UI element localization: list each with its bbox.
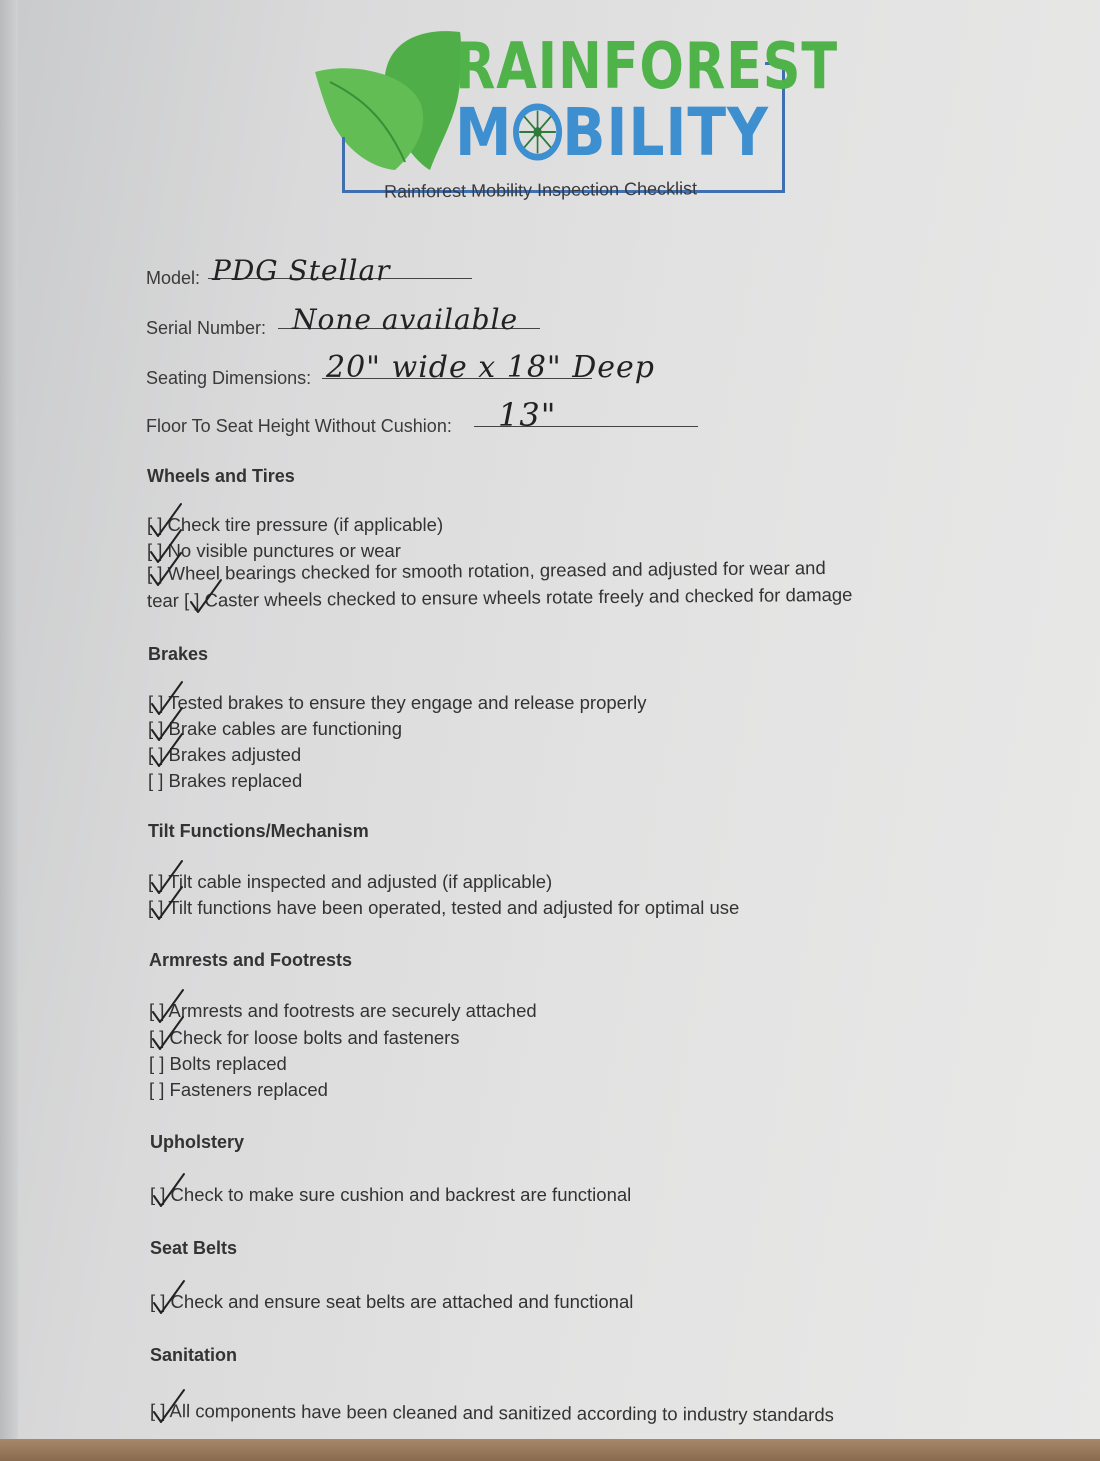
- brakes-item-1[interactable]: [ ] Tested brakes to ensure they engage and release properly: [148, 692, 647, 713]
- brakes-item-3[interactable]: [ ] Brakes adjusted: [148, 744, 302, 765]
- section-seatbelts-heading: Seat Belts: [150, 1238, 238, 1258]
- tilt-item-1[interactable]: [ ] Tilt cable inspected and adjusted (if applicable): [148, 871, 553, 892]
- serial-label: Serial Number:: [146, 318, 267, 338]
- armrests-item-2[interactable]: [ ] Check for loose bolts and fasteners: [149, 1027, 460, 1048]
- wheels-item-4[interactable]: tear [ ] Caster wheels checked to ensure wheels rotate freely and checked for damage: [146, 583, 853, 611]
- model-label: Model:: [146, 268, 201, 288]
- checklist-title: Rainforest Mobility Inspection Checklist: [383, 178, 698, 202]
- model-value[interactable]: PDG Stellar: [212, 254, 391, 287]
- rainforest-mobility-logo: [310, 22, 838, 177]
- logo-letter-m: M: [455, 94, 513, 171]
- brakes-item-2[interactable]: [ ] Brake cables are functioning: [148, 718, 403, 739]
- logo-letters-bility: BILITY: [562, 94, 769, 171]
- table-surface: [0, 1439, 1100, 1461]
- section-wheels-heading: Wheels and Tires: [147, 466, 295, 486]
- wheels-item-3[interactable]: [ ] Wheel bearings checked for smooth rotation, greased and adjusted for wear and: [146, 557, 826, 584]
- section-upholstery-heading: Upholstery: [150, 1132, 245, 1152]
- wheels-item-2[interactable]: [ ] No visible punctures or wear: [147, 540, 401, 561]
- wheel-icon: [512, 103, 562, 161]
- section-tilt-heading: Tilt Functions/Mechanism: [148, 821, 369, 841]
- seating-label: Seating Dimensions:: [146, 368, 312, 388]
- logo-word-rainforest: RAINFOREST: [455, 30, 838, 104]
- serial-value[interactable]: None available: [292, 303, 519, 336]
- armrests-item-3[interactable]: [ ] Bolts replaced: [149, 1053, 287, 1074]
- height-value[interactable]: 13": [498, 396, 557, 434]
- section-sanitation-heading: Sanitation: [150, 1345, 238, 1365]
- logo-frame-left: [342, 137, 345, 190]
- wheels-item-1[interactable]: [ ] Check tire pressure (if applicable): [147, 514, 444, 535]
- brakes-item-4[interactable]: [ ] Brakes replaced: [148, 770, 303, 791]
- tilt-item-2[interactable]: [ ] Tilt functions have been operated, tested and adjusted for optimal use: [148, 897, 740, 918]
- sanitation-item-1[interactable]: [ ] All components have been cleaned and sanitized according to industry standards: [149, 1400, 834, 1426]
- section-armrests-heading: Armrests and Footrests: [149, 950, 353, 970]
- seating-value[interactable]: 20" wide x 18" Deep: [326, 350, 656, 385]
- armrests-item-4[interactable]: [ ] Fasteners replaced: [149, 1079, 328, 1100]
- height-label: Floor To Seat Height Without Cushion:: [146, 416, 452, 436]
- section-brakes-heading: Brakes: [148, 644, 209, 664]
- armrests-item-1[interactable]: [ ] Armrests and footrests are securely attached: [149, 1000, 537, 1021]
- paper-shadow-edge: [0, 0, 18, 1461]
- upholstery-item-1[interactable]: [ ] Check to make sure cushion and backrest are functional: [150, 1184, 632, 1205]
- logo-word-mobility: [455, 94, 769, 171]
- seatbelts-item-1[interactable]: [ ] Check and ensure seat belts are attached and functional: [150, 1291, 634, 1312]
